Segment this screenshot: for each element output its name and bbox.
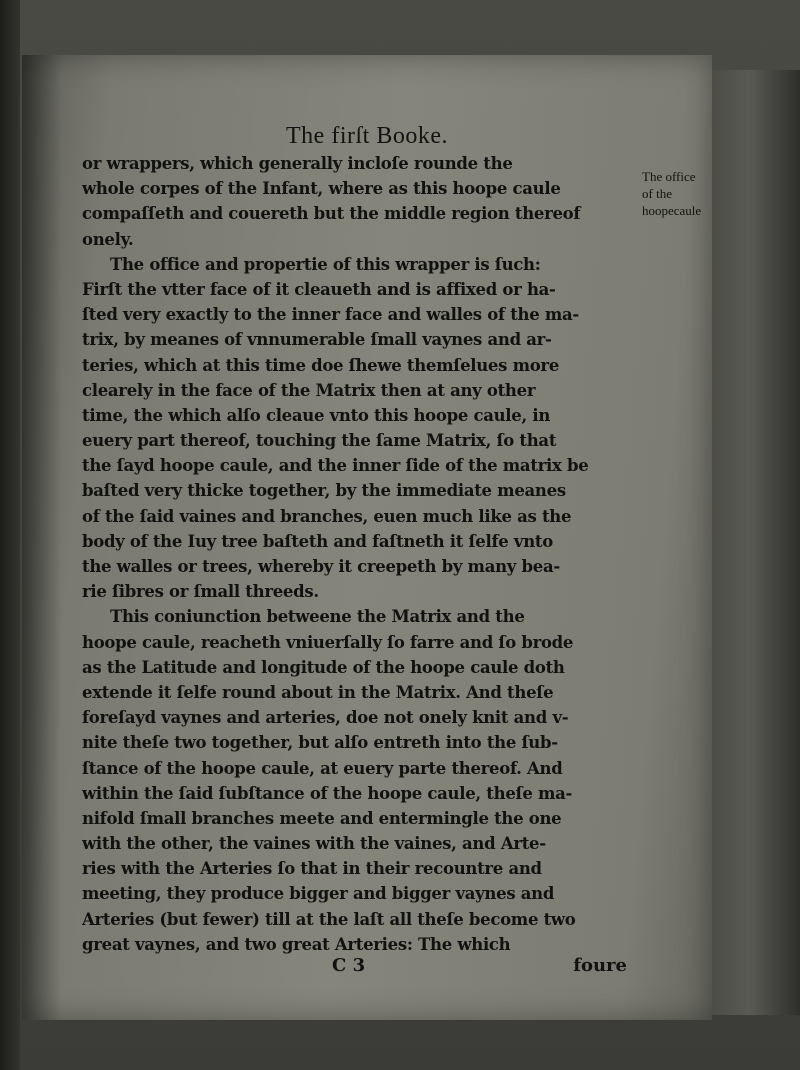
- marginal-note-line: The office: [642, 169, 696, 184]
- text-line: clearely in the face of the Matrix then at any other: [82, 380, 536, 400]
- text-line: or wrappers, which generally incloſe rounde the: [82, 154, 513, 173]
- text-line: great vaynes, and two great Arteries: The which: [82, 934, 511, 954]
- text-line: meeting, they produce bigger and bigger vaynes and: [82, 884, 555, 904]
- text-line: ſtance of the hoope caule, at euery parte thereof. And: [82, 758, 563, 778]
- text-line: ſted very exactly to the inner face and walles of the ma-: [82, 305, 579, 325]
- text-line: time, the which alſo cleaue vnto this hoope caule, in: [82, 405, 551, 425]
- text-line: compaſſeth and couereth but the middle region thereof: [82, 204, 581, 224]
- text-line: the walles or trees, whereby it creepeth by many bea-: [82, 557, 560, 576]
- signature-mark: C 3: [332, 955, 366, 976]
- text-line: nite theſe two together, but alſo entreth into the ſub-: [82, 733, 558, 753]
- text-line: The office and propertie of this wrapper is ſuch:: [110, 254, 541, 274]
- text-line: the ſayd hoope caule, and the inner ſide of the matrix be: [82, 456, 589, 476]
- page-gutter-shadow: [22, 55, 62, 1020]
- text-line: within the ſaid ſubſtance of the hoope caule, theſe ma-: [82, 783, 573, 803]
- text-line: foreſayd vaynes and arteries, doe not onely knit and v-: [82, 708, 569, 728]
- text-line: teries, which at this time doe ſhewe themſelues more: [82, 355, 560, 375]
- text-line: as the Latitude and longitude of the hoope caule doth: [82, 657, 565, 677]
- text-line: Firſt the vtter face of it cleaueth and is affixed or ha-: [82, 279, 556, 299]
- marginal-note-line: of the: [642, 186, 672, 201]
- text-line: onely.: [82, 229, 134, 249]
- text-line: Arteries (but fewer) till at the laſt all theſe become two: [82, 909, 576, 929]
- catchword: foure: [573, 955, 627, 976]
- text-line: trix, by meanes of vnnumerable ſmall vaynes and ar-: [82, 330, 552, 350]
- text-line: whole corpes of the Infant, where as this hoope caule: [82, 179, 561, 199]
- running-head: The firſt Booke.: [286, 123, 448, 149]
- text-line: extende it ſelfe round about in the Matrix. And theſe: [82, 682, 554, 702]
- binding-gutter: [0, 0, 20, 1070]
- text-line: euery part thereof, touching the ſame Matrix, ſo that: [82, 431, 557, 451]
- text-line: This coniunction betweene the Matrix and the: [110, 607, 525, 627]
- text-line: baſted very thicke together, by the immediate meanes: [82, 481, 566, 501]
- text-line: of the ſaid vaines and branches, euen much like as the: [82, 506, 572, 526]
- text-line: ries with the Arteries ſo that in their recountre and: [82, 859, 542, 879]
- text-line: hoope caule, reacheth vniuerſally ſo farre and ſo brode: [82, 632, 574, 652]
- text-line: with the other, the vaines with the vaines, and Arte-: [82, 834, 546, 854]
- page-footer: [82, 955, 627, 981]
- marginal-note-line: hoopecaule: [642, 203, 702, 218]
- book-page: [22, 55, 712, 1020]
- body-text: [82, 151, 627, 957]
- text-line: rie ſibres or ſmall threeds.: [82, 582, 319, 602]
- text-line: body of the Iuy tree baſteth and faſtneth it ſelfe vnto: [82, 531, 553, 551]
- marginal-note: [642, 168, 732, 219]
- text-line: nifold ſmall branches meete and entermingle the one: [82, 808, 562, 828]
